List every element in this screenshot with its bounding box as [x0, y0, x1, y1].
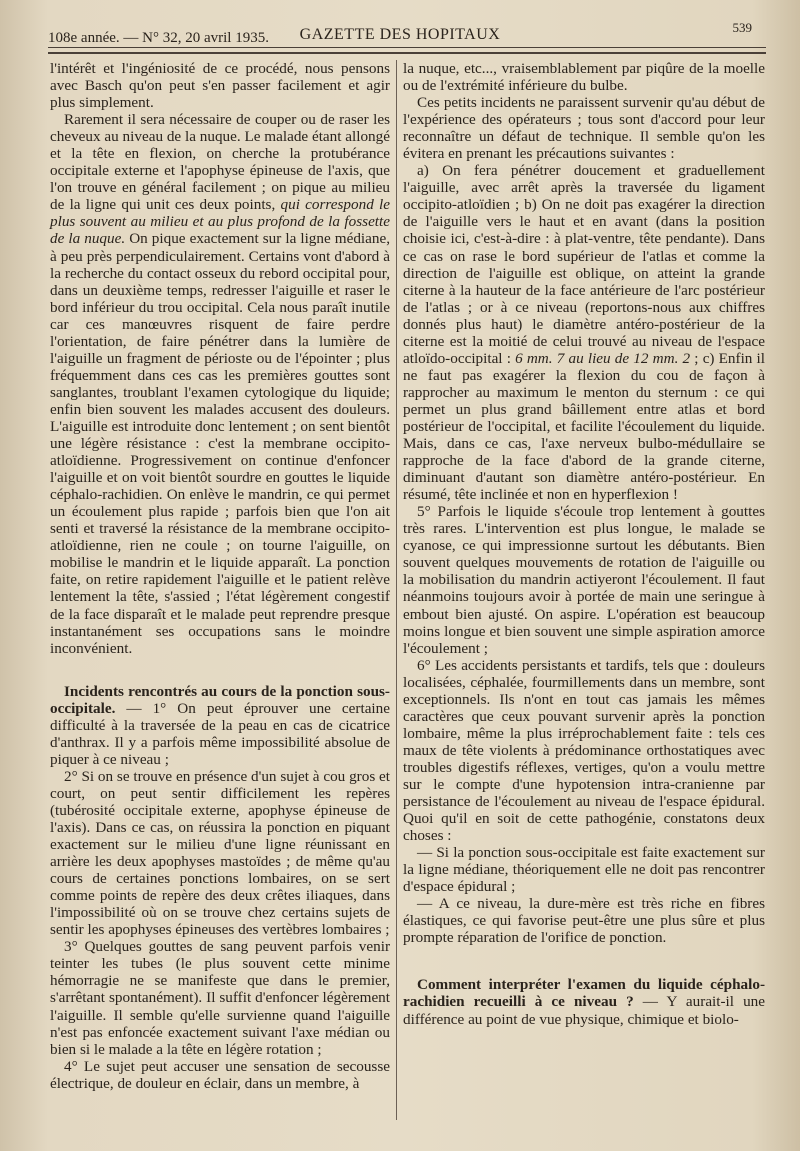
- section-heading: Comment interpréter l'examen du liquide céphalo-rachidien recueilli à ce niveau ?: [403, 976, 765, 1011]
- text-run: Rarement il sera nécessaire de couper ou de raser les cheveux au niveau de la nuque. Le malade étant allongé et la tête en flexion, on cherche la protubérance occipitale externe et l'apophyse épineuse de l'axis, que l'on trouve en général facilement ; on pique au milieu de la ligne qui unit ces deux points,: [50, 111, 390, 214]
- column-divider: [396, 60, 397, 1120]
- page-header: [48, 16, 752, 46]
- text-run: a) On fera pénétrer doucement et graduellement l'aiguille, avec arrêt après la traversée du ligament occipito-atloïdien ; b) On ne doit pas exagérer la direction de l'aiguille vers le haut et en avant (dans la position choisie ici, c'est-à-dire : à plat-ventre, tête pendante). Dans ce cas on rase le bord supérieur de l'atlas et comme la direction de l'aiguille est oblique, on atteint la grande citerne à la hauteur de la face antérieure de l'arc postérieur de l'atlas ; or à ce niveau (reportons-nous aux chiffres donnés plus haut) le diamètre antéro-postérieur de la citerne est la moitié de celui trouvé au niveau de l'espace atloïdo-occipital :: [403, 162, 765, 367]
- paragraph: Ces petits incidents ne paraissent survenir qu'au début de l'expérience des opérateurs ; tous sont d'accord pour leur reconnaître un défaut de technique. Il semble qu'on les évitera en prenant les précautions suivantes :: [403, 94, 765, 163]
- issue-info: 108e année. — N° 32, 20 avril 1935.: [48, 30, 269, 46]
- journal-title: GAZETTE DES HOPITAUX: [299, 26, 501, 43]
- paragraph: [403, 162, 765, 503]
- paragraph: la nuque, etc..., vraisemblablement par piqûre de la moelle ou de l'extrémité inférieure du bulbe.: [403, 60, 765, 95]
- paragraph: l'intérêt et l'ingéniosité de ce procédé, nous pensons avec Basch qu'on peut s'en passer facilement et agir plus simplement.: [50, 60, 390, 112]
- section-heading: Incidents rencontrés au cours de la ponction sous-occipitale.: [50, 682, 390, 717]
- paragraph: 3° Quelques gouttes de sang peuvent parfois venir teinter les tubes (le plus souvent cette minime hémorragie ne se manifeste que dans le premier, s'arrêtant spontanément). Il suffit d'enfoncer légèrement l'aiguille. Il semble qu'elle survienne quand l'aiguille n'est pas enfoncée exactement suivant l'axe médian ou bien si le malade a la tête en légère rotation ;: [50, 938, 390, 1058]
- header-rule: [48, 47, 766, 48]
- paragraph: [50, 683, 390, 768]
- paragraph: 2° Si on se trouve en présence d'un sujet à cou gros et court, on peut sentir difficilement les repères (tubérosité occipitale externe, apophyse épineuse de l'axis). Dans ce cas, on réussira la ponction en piquant exactement sur le milieu d'une ligne réunissant en arrière les deux apophyses mastoïdes ; de même qu'au cours de certaines ponctions lombaires, on se sert comme points de repère des deux crêtes iliaques, dans l'impossibilité où on se trouve chez certains sujets de sentir les apophyses épineuses des vertèbres lombaires ;: [50, 767, 390, 939]
- text-run: — Y aurait-il une différence au point de vue physique, chimique et biolo-: [403, 993, 765, 1028]
- page-number: 539: [732, 20, 752, 35]
- text-run: On pique exactement sur la ligne médiane, à peu près perpendiculairement. Certains vont d'abord à la recherche du contact osseux du rebord occipital pour, dans un deuxième temps, redresser l'aiguille et raser le bord inférieur du trou occipital. Cela nous paraît inutile car ces manœuvres risquent de faire perdre l'orientation, de faire pénétrer dans la lumière de l'aiguille un fragment de périoste ou de l'épointer ; plus fréquemment dans ces cas les premières gouttes sont sanglantes, troublant l'examen cytologique du liquide; enfin bien souvent les malades accusent des douleurs. L'aiguille est introduite donc lentement ; on sent bientôt une légère résistance : c'est la membrane occipito-atloïdienne. Progressivement on continue d'enfoncer l'aiguille et on voit bientôt sourdre en gouttes le liquide céphalo-rachidien. On enlève le mandrin, ce qui permet un écoulement plus rapide ; parfois bien que l'on ait senti et traversé la résistance de la membrane occipito-atloïdienne, rien ne coule ; on tourne l'aiguille, on mobilise le mandrin et le liquide apparaît. La ponction faite, on retire rapidement l'aiguille et le patient relève lentement la tête, s'assied ; l'état légèrement congestif de la face disparaît et le malade peut reprendre presque instantanément ses occupations sans le moindre inconvénient.: [50, 230, 391, 657]
- text-run: — 1° On peut éprouver une certaine difficulté à la traversée de la peau en cas de cicatrice d'anthrax. Il y a parfois même impossibilité absolue de piquer à ce niveau ;: [50, 699, 390, 768]
- paragraph: — A ce niveau, la dure-mère est très riche en fibres élastiques, ce qui favorise peut-être une plus sûre et plus prompte réparation de l'orifice de ponction.: [403, 895, 765, 947]
- left-column: [50, 60, 390, 1092]
- paragraph: 4° Le sujet peut accuser une sensation de secousse électrique, de douleur en éclair, dans un membre, à: [50, 1057, 390, 1092]
- paragraph: [403, 976, 765, 1027]
- italic-text: qui correspond le plus souvent au milieu et au plus profond de la fossette de la nuque.: [50, 196, 390, 248]
- paragraph: 6° Les accidents persistants et tardifs, tels que : douleurs localisées, céphalée, fourmillements dans un membre, sont exceptionnels. Ils n'ont en tout cas jamais les mêmes caractères que ceux pouvant survenir après la ponction lombaire, même la plus irréprochablement faite : tels ces maux de tête violents à prédominance orthostatiques avec troubles digestifs réflexes, vertiges, qu'on a voulu mettre sur le compte d'une hypotension intra-cranienne par persistance de l'écoulement au niveau de l'espace épidural. Quoi qu'il en soit de cette pathogénie, constatons deux choses :: [403, 656, 765, 845]
- paragraph: [50, 111, 390, 657]
- text-run: ; c) Enfin il ne faut pas exagérer la flexion du cou de façon à rapprocher au maximum le menton du sternum : ce qui permet un plus grand bâillement entre atlas et bord postérieur de l'occipital, et facilite l'écoulement du liquide. Mais, dans ce cas, l'axe nerveux bulbo-médullaire se rapproche de la face d'abord de la grande citerne, diminuant d'autant son diamètre antéro-postérieur. En résumé, tête inclinée et non en hyperflexion !: [403, 349, 766, 504]
- right-column: [403, 60, 765, 1028]
- italic-text: 6 mm. 7 au lieu de 12 mm. 2: [515, 349, 691, 367]
- header-rule-thick: [48, 52, 766, 54]
- paragraph: — Si la ponction sous-occipitale est faite exactement sur la ligne médiane, théoriquement elle ne doit pas rencontrer d'espace épidural ;: [403, 844, 765, 896]
- paragraph: 5° Parfois le liquide s'écoule trop lentement à gouttes très rares. L'intervention est plus longue, le malade se cyanose, ce qui impressionne surtout les débutants. Bien souvent quelques mouvements de rotation de l'aiguille ou la mobilisation du mandrin actiyeront l'écoulement. Il faut néanmoins toujours avoir à portée de main une seringue à embout bien ajusté. On aspire. L'opération est beaucoup moins longue et bien souvent une simple aspiration amorce l'écoulement ;: [403, 503, 765, 657]
